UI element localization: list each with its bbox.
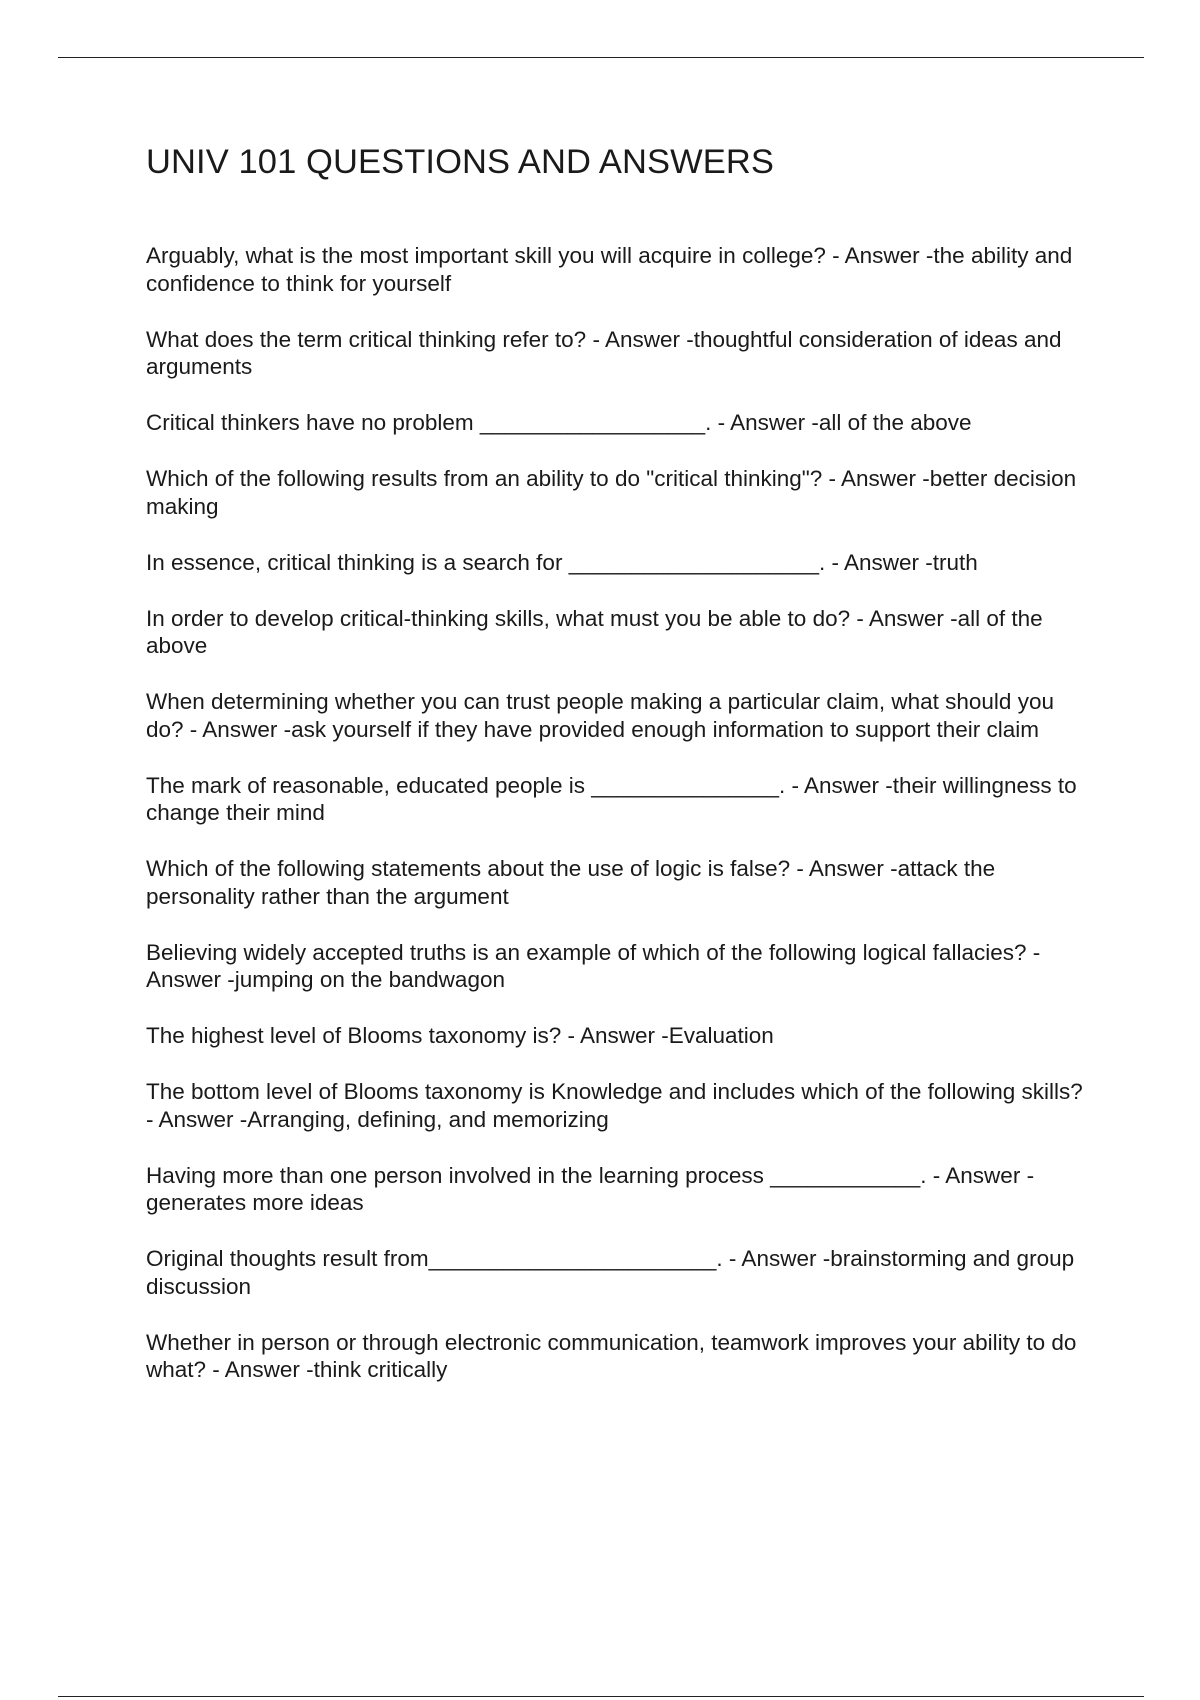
- top-rule: [58, 57, 1144, 58]
- qa-item: Whether in person or through electronic communication, teamwork improves your ability to do what? - Answer -think critically: [146, 1329, 1077, 1382]
- qa-item: Believing widely accepted truths is an example of which of the following logical fallacies? - Answer -jumping on the bandwagon: [146, 939, 1041, 992]
- qa-item: Which of the following results from an ability to do "critical thinking"? - Answer -better decision making: [146, 466, 1077, 519]
- qa-item: The highest level of Blooms taxonomy is? - Answer -Evaluation: [146, 1023, 774, 1048]
- qa-list: [146, 242, 1086, 1412]
- qa-item: Having more than one person involved in the learning process ____________. - Answer -generates more ideas: [146, 1162, 1035, 1215]
- qa-item: In essence, critical thinking is a search for ____________________. - Answer -truth: [146, 549, 978, 575]
- qa-item: Original thoughts result from_______________________. - Answer -brainstorming and group discussion: [146, 1246, 1075, 1299]
- qa-item: Critical thinkers have no problem __________________. - Answer -all of the above: [146, 410, 972, 435]
- bottom-rule: [58, 1696, 1144, 1697]
- qa-item: The bottom level of Blooms taxonomy is Knowledge and includes which of the following skills? - Answer -Arranging, defining, and memorizing: [146, 1079, 1083, 1132]
- qa-item: The mark of reasonable, educated people is _______________. - Answer -their willingness to change their mind: [146, 772, 1077, 825]
- document-title: UNIV 101 QUESTIONS AND ANSWERS: [146, 143, 774, 181]
- qa-item: Which of the following statements about the use of logic is false? - Answer -attack the personality rather than the argument: [146, 856, 996, 909]
- qa-item: Arguably, what is the most important skill you will acquire in college? - Answer -the ability and confidence to think for yourself: [146, 243, 1073, 296]
- qa-item: When determining whether you can trust people making a particular claim, what should you do? - Answer -ask yourself if they have provided enough information to support their claim: [146, 689, 1054, 742]
- qa-item: What does the term critical thinking refer to? - Answer -thoughtful consideration of ideas and arguments: [146, 326, 1062, 379]
- qa-item: In order to develop critical-thinking skills, what must you be able to do? - Answer -all of the above: [146, 605, 1043, 658]
